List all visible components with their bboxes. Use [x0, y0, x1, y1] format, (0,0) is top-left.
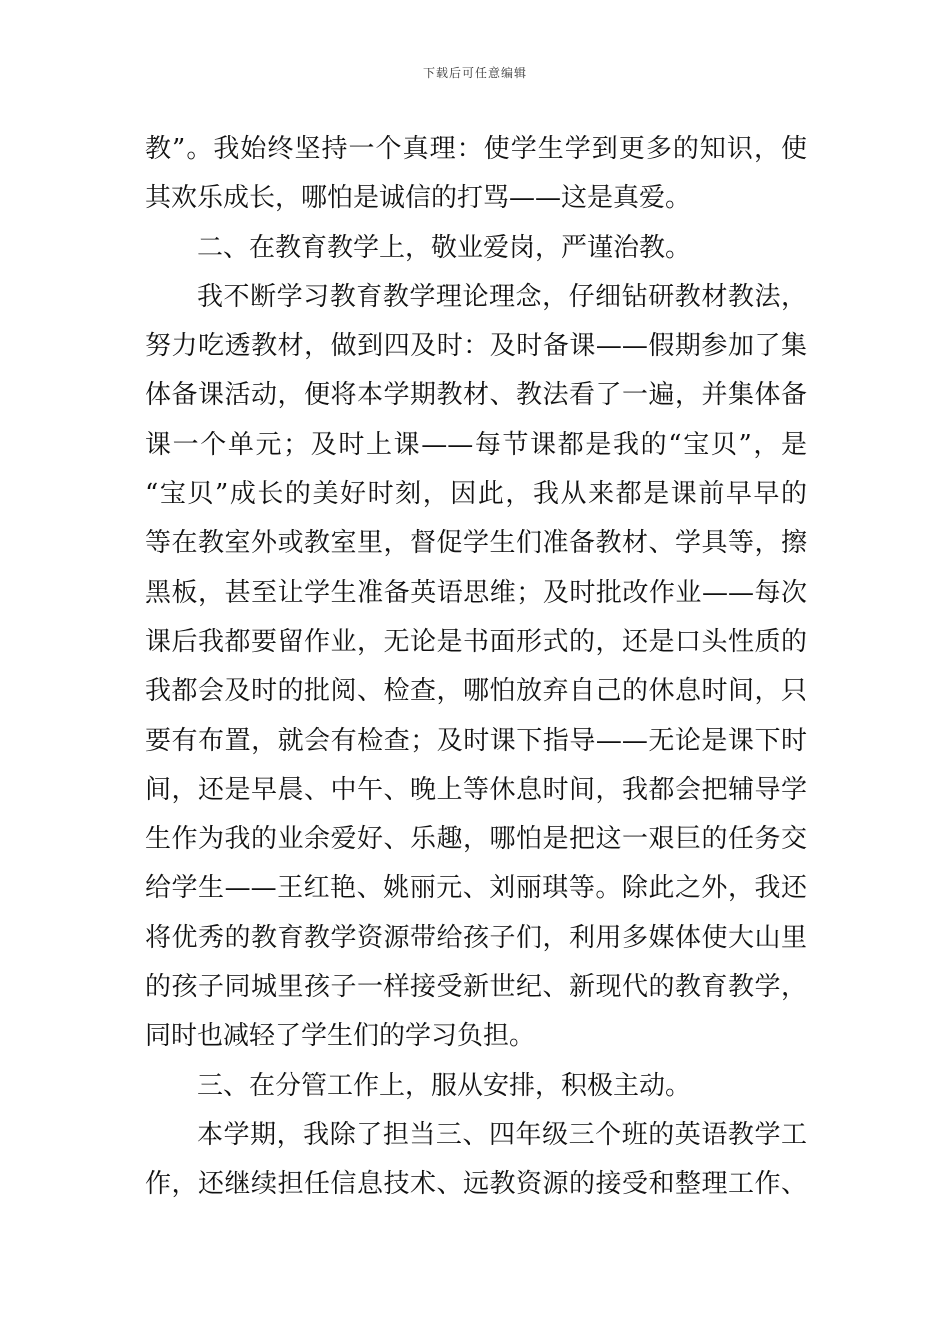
text-line: 将优秀的教育教学资源带给孩子们，利用多媒体使大山里: [145, 922, 807, 953]
text-line: 要有布置，就会有检查；及时课下指导——无论是课下时: [145, 725, 807, 756]
text-line: 等在教室外或教室里，督促学生们准备教材、学具等，擦: [145, 528, 807, 559]
text-line: 三、在分管工作上，服从安排，积极主动。: [197, 1070, 692, 1101]
text-line: 本学期，我除了担当三、四年级三个班的英语教学工: [197, 1119, 807, 1150]
text-line: 二、在教育教学上，敬业爱岗，严谨治教。: [197, 232, 692, 263]
text-line: 课一个单元；及时上课——每节课都是我的“宝贝”，是: [145, 429, 807, 460]
text-line: 我都会及时的批阅、检查，哪怕放弃自己的休息时间，只: [145, 676, 807, 707]
text-line: 教”。我始终坚持一个真理：使学生学到更多的知识，使: [145, 134, 807, 164]
text-line: 的孩子同城里孩子一样接受新世纪、新现代的教育教学，: [145, 972, 807, 1003]
text-line: 体备课活动，便将本学期教材、教法看了一遍，并集体备: [145, 380, 807, 411]
page-header: 下载后可任意编辑: [422, 66, 527, 80]
text-line: 我不断学习教育教学理论理念，仔细钻研教材教法，: [197, 281, 807, 312]
document-body: [145, 125, 807, 1210]
text-line: 同时也减轻了学生们的学习负担。: [145, 1021, 536, 1052]
text-line: 课后我都要留作业，无论是书面形式的，还是口头性质的: [145, 626, 807, 657]
text-line: 努力吃透教材，做到四及时：及时备课——假期参加了集: [145, 331, 807, 362]
text-line: 作，还继续担任信息技术、远教资源的接受和整理工作、: [145, 1169, 807, 1200]
text-line: “宝贝”成长的美好时刻，因此，我从来都是课前早早的: [145, 479, 807, 510]
text-line: 黑板，甚至让学生准备英语思维；及时批改作业——每次: [145, 577, 807, 608]
text-line: 给学生——王红艳、姚丽元、刘丽琪等。除此之外，我还: [145, 873, 807, 904]
text-line: 其欢乐成长，哪怕是诚信的打骂——这是真爱。: [145, 183, 692, 214]
text-line: 生作为我的业余爱好、乐趣，哪怕是把这一艰巨的任务交: [145, 824, 807, 855]
text-line: 间，还是早晨、中午、晚上等休息时间，我都会把辅导学: [145, 774, 807, 805]
